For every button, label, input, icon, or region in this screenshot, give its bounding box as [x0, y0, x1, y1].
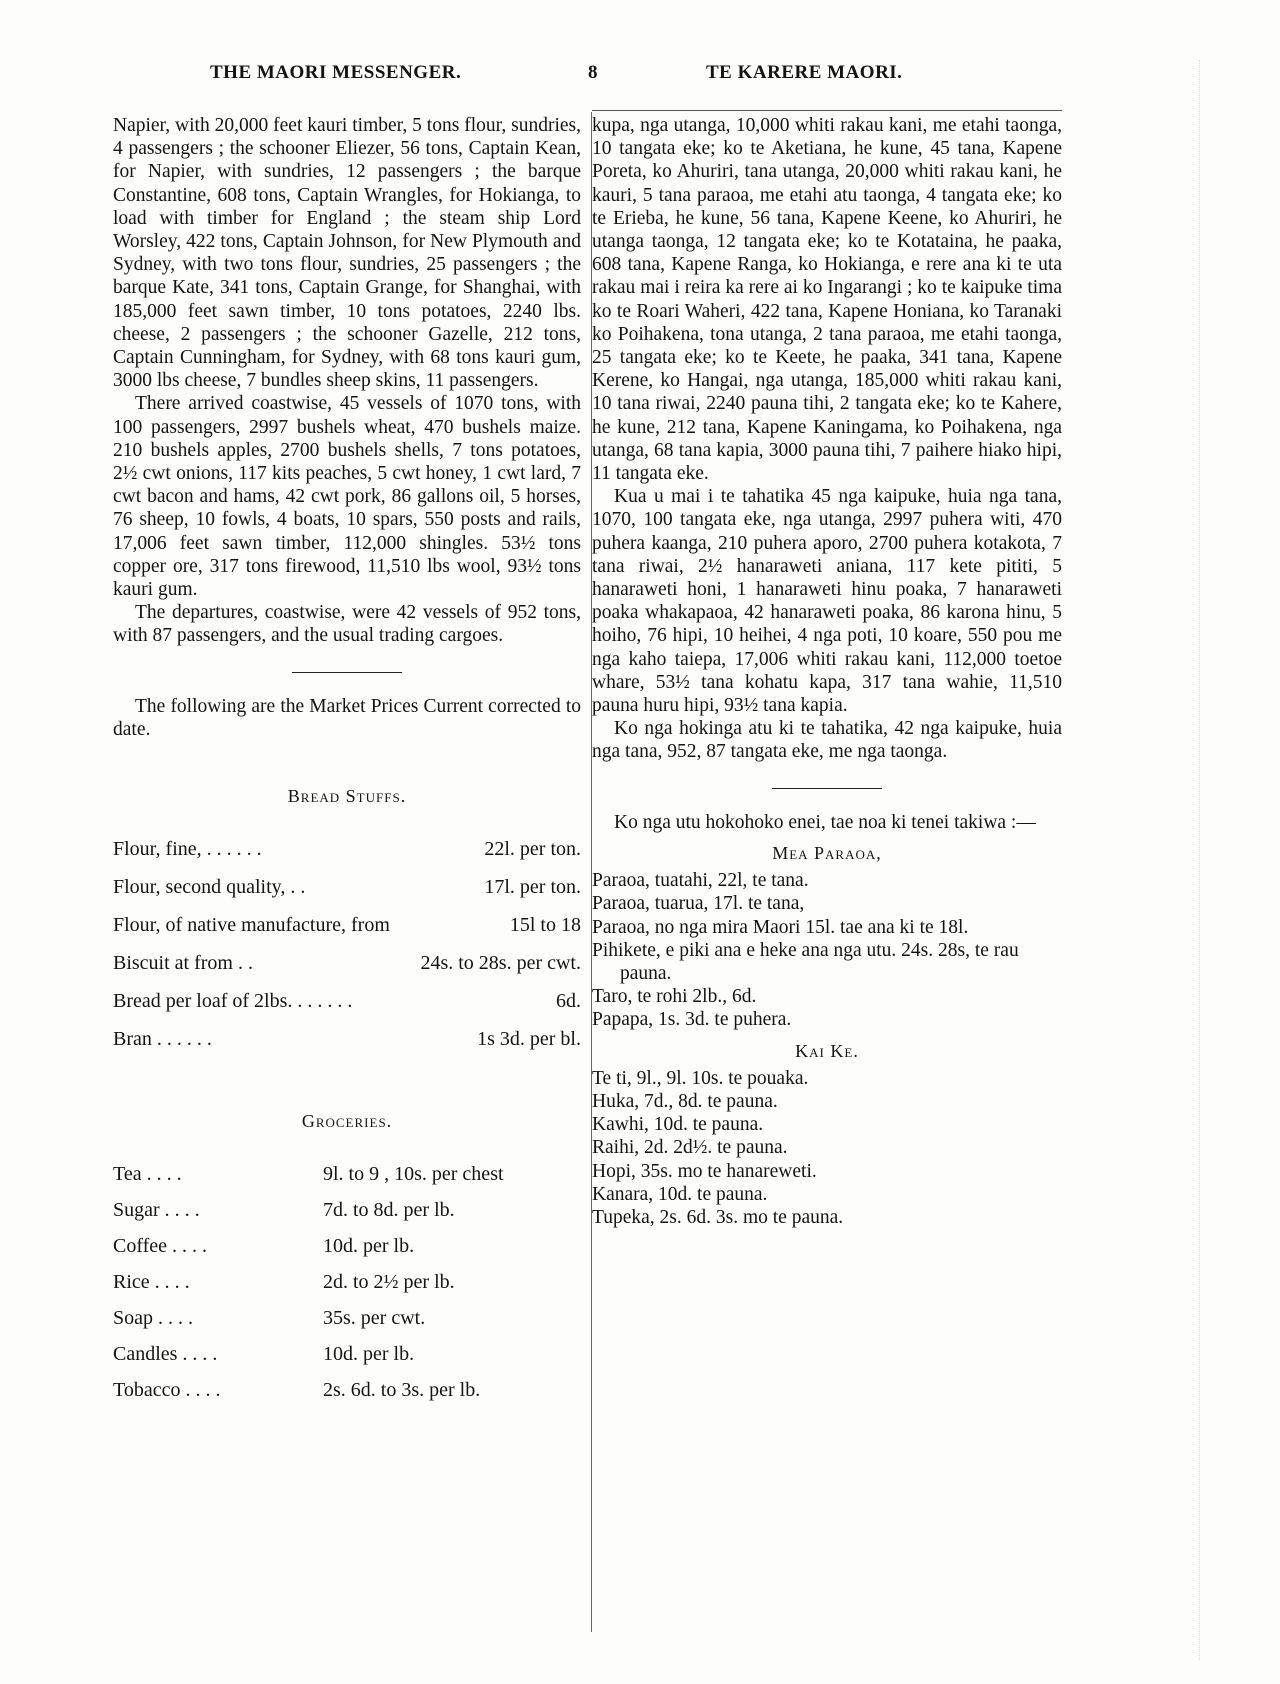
- price-value: 22l. per ton.: [484, 838, 581, 861]
- section-rule: [772, 788, 882, 789]
- price-line: Raihi, 2d. 2d½. te pauna.: [592, 1137, 788, 1159]
- price-label: Sugar . . . .: [113, 1199, 200, 1222]
- price-value: 2d. to 2½ per lb.: [323, 1271, 455, 1294]
- page-edge: [1199, 60, 1280, 1660]
- price-value: 6d.: [556, 990, 581, 1013]
- shipping-departures-paragraph-maori: kupa, nga utanga, 10,000 whiti rakau kani, me etahi taonga, 10 tangata eke; ko te Aketiana, he kune, 45 tana, Kapene Poreta, ko Ahuriri, tana utanga, 20,000 whiti rakau kani, he kauri, 5 tana paraoa, me etahi atu taonga, 4 tangata eke; ko te Erieba, he kune, 56 tana, Kapene Keene, ko Ahuriri, he utanga taonga, 12 tangata eke; ko te Kotataina, he paaka, 608 tana, Kapene Ranga, ko Hokianga, e rere ana ki te uta rakau mai i reira ka rere ai ko Ingarangi ; ko te kaipuke tima ko te Roari Waheri, 422 tana, Kapene Honiana, ko Taranaki ko Poihakena, tona utanga, 2 tana paraoa, me etahi taonga, 25 tangata eke; ko te Keete, he paaka, 341 tana, Kapene Kerene, ko Hangai, nga utanga, 185,000 whiti rakau kani, 10 tana riwai, 2240 pauna tihi, 2 tangata eke; ko te Kahere, he kune, 212 tana, Kapene Kaningama, ko Poihakena, nga utanga, 68 tana kapia, 3000 pauna tihi, 7 paihere hiako hipi, 11 tangata eke.: [592, 115, 1062, 485]
- header-rule: [592, 110, 1062, 111]
- price-label: Tea . . . .: [113, 1163, 182, 1186]
- page-header: [0, 62, 1280, 92]
- price-line: Paraoa, tuatahi, 22l, te tana.: [592, 870, 809, 892]
- header-title-english: THE MAORI MESSENGER.: [210, 62, 462, 83]
- price-line: Tupeka, 2s. 6d. 3s. mo te pauna.: [592, 1206, 844, 1228]
- coastwise-departures-paragraph: The departures, coastwise, were 42 vessels of 952 tons, with 87 passengers, and the usual trading cargoes.: [113, 602, 581, 647]
- kai-ke-heading: Kai Ke.: [795, 1040, 859, 1061]
- market-prices-intro: The following are the Market Prices Current corrected to date.: [113, 695, 581, 740]
- price-row: [113, 1199, 581, 1235]
- market-prices-intro-maori: Ko nga utu hokohoko enei, tae noa ki tenei takiwa :—: [614, 811, 1036, 833]
- coastwise-departures-paragraph-maori: Ko nga hokinga atu ki te tahatika, 42 nga kaipuke, huia nga tana, 952, 87 tangata eke, me nga taonga.: [592, 718, 1062, 763]
- shipping-departures-paragraph: Napier, with 20,000 feet kauri timber, 5 tons flour, sundries, 4 passengers ; the schooner Eliezer, 56 tons, Captain Kean, for Napier, with sundries, 12 passengers ; the barque Constantine, 608 tons, Captain Wrangles, for Hokianga, to load with timber for England ; the steam ship Lord Worsley, 422 tons, Captain Johnson, for New Plymouth and Sydney, with two tons flour, sundries, 25 passengers ; the barque Kate, 341 tons, Captain Grange, for Shanghai, with 185,000 feet sawn timber, 10 tons potatoes, 2240 lbs. cheese, 2 passengers ; the schooner Gazelle, 212 tons, Captain Cunningham, for Sydney, with 68 tons kauri gum, 3000 lbs cheese, 7 bundles sheep skins, 11 passengers.: [113, 115, 581, 392]
- price-row: [113, 1235, 581, 1271]
- price-label: Flour, of native manufacture, from: [113, 914, 390, 937]
- price-value: 2s. 6d. to 3s. per lb.: [323, 1379, 481, 1402]
- price-label: Flour, fine, . . . . . .: [113, 838, 262, 861]
- mea-paraoa-heading: Mea Paraoa,: [772, 842, 882, 863]
- price-line: Te ti, 9l., 9l. 10s. te pouaka.: [592, 1067, 809, 1089]
- price-row: [113, 1307, 581, 1343]
- price-label: Soap . . . .: [113, 1307, 193, 1330]
- price-value: 15l to 18: [509, 914, 581, 937]
- coastwise-arrivals-paragraph: There arrived coastwise, 45 vessels of 1070 tons, with 100 passengers, 2997 bushels wheat, 470 bushels maize. 210 bushels apples, 2700 bushels shells, 7 tons potatoes, 2½ cwt onions, 117 kits peaches, 5 cwt honey, 1 cwt lard, 7 cwt bacon and hams, 42 cwt pork, 86 gallons oil, 5 horses, 76 sheep, 10 fowls, 4 boats, 10 spars, 550 posts and rails, 17,006 feet sawn timber, 112,000 shingles. 53½ tons copper ore, 317 tons firewood, 11,510 lbs wool, 93½ tons kauri gum.: [113, 393, 581, 601]
- price-row: [113, 1271, 581, 1307]
- price-line: Kanara, 10d. te pauna.: [592, 1183, 768, 1205]
- price-label: Biscuit at from . .: [113, 952, 253, 975]
- maori-column: [592, 114, 1062, 1229]
- price-row: [113, 990, 581, 1028]
- price-row: [113, 1028, 581, 1066]
- groceries-heading: Groceries.: [301, 1111, 393, 1132]
- price-label: Flour, second quality, . .: [113, 876, 306, 899]
- price-value: 17l. per ton.: [484, 876, 581, 899]
- price-value: 10d. per lb.: [323, 1343, 415, 1366]
- price-row: [113, 914, 581, 952]
- price-value: 24s. to 28s. per cwt.: [420, 952, 581, 975]
- price-row: [113, 876, 581, 914]
- price-row: [113, 952, 581, 990]
- section-rule: [292, 672, 402, 673]
- price-label: Rice . . . .: [113, 1271, 190, 1294]
- mea-paraoa-list: [592, 869, 1062, 1031]
- price-line: Hopi, 35s. mo te hanareweti.: [592, 1160, 817, 1182]
- price-value: 7d. to 8d. per lb.: [323, 1199, 455, 1222]
- price-value: 1s 3d. per bl.: [477, 1028, 581, 1051]
- price-row: [113, 838, 581, 876]
- bread-stuffs-heading: Bread Stuffs.: [287, 786, 407, 807]
- price-line: Huka, 7d., 8d. te pauna.: [592, 1090, 778, 1112]
- kai-ke-list: [592, 1067, 1062, 1229]
- price-line: Papapa, 1s. 3d. te puhera.: [592, 1009, 792, 1031]
- price-line: Pihikete, e piki ana e heke ana nga utu. 24s. 28s, te rau pauna.: [592, 939, 1019, 984]
- price-label: Tobacco . . . .: [113, 1379, 221, 1402]
- price-line: Taro, te rohi 2lb., 6d.: [592, 986, 757, 1008]
- price-label: Coffee . . . .: [113, 1235, 208, 1258]
- english-column: [113, 114, 581, 1415]
- price-value: 9l. to 9 , 10s. per chest: [323, 1163, 504, 1186]
- groceries-list: [113, 1163, 581, 1415]
- price-value: 35s. per cwt.: [323, 1307, 426, 1330]
- price-line: Kawhi, 10d. te pauna.: [592, 1114, 764, 1136]
- price-label: Candles . . . .: [113, 1343, 218, 1366]
- price-row: [113, 1163, 581, 1199]
- bread-stuffs-list: [113, 838, 581, 1066]
- price-row: [113, 1379, 581, 1415]
- price-line: Paraoa, no nga mira Maori 15l. tae ana ki te 18l.: [592, 916, 969, 938]
- price-label: Bran . . . . . .: [113, 1028, 212, 1051]
- price-row: [113, 1343, 581, 1379]
- header-title-maori: TE KARERE MAORI.: [706, 62, 903, 83]
- price-line: Paraoa, tuarua, 17l. te tana,: [592, 893, 805, 915]
- coastwise-arrivals-paragraph-maori: Kua u mai i te tahatika 45 nga kaipuke, huia nga tana, 1070, 100 tangata eke, nga utanga, 2997 puhera witi, 470 puhera kaanga, 210 puhera aporo, 2700 puhera kotakota, 7 tana riwai, 2½ hanaraweti aniana, 117 kete pititi, 5 hanaraweti honi, 1 hanaraweti hinu poaka, 7 hanaraweti poaka whakapaoa, 42 hanaraweti poaka, 86 karona hinu, 5 hoiho, 76 hipi, 10 heihei, 4 nga poti, 10 koare, 550 pou me nga kaho taiepa, 17,006 whiti rakau kani, 112,000 toetoe whare, 53½ tana kohatu kapa, 317 tana wahie, 11,510 pauna huru hipi, 93½ tana kapia.: [592, 486, 1062, 717]
- price-value: 10d. per lb.: [323, 1235, 415, 1258]
- page-number: 8: [588, 62, 598, 83]
- price-label: Bread per loaf of 2lbs. . . . . . .: [113, 990, 353, 1013]
